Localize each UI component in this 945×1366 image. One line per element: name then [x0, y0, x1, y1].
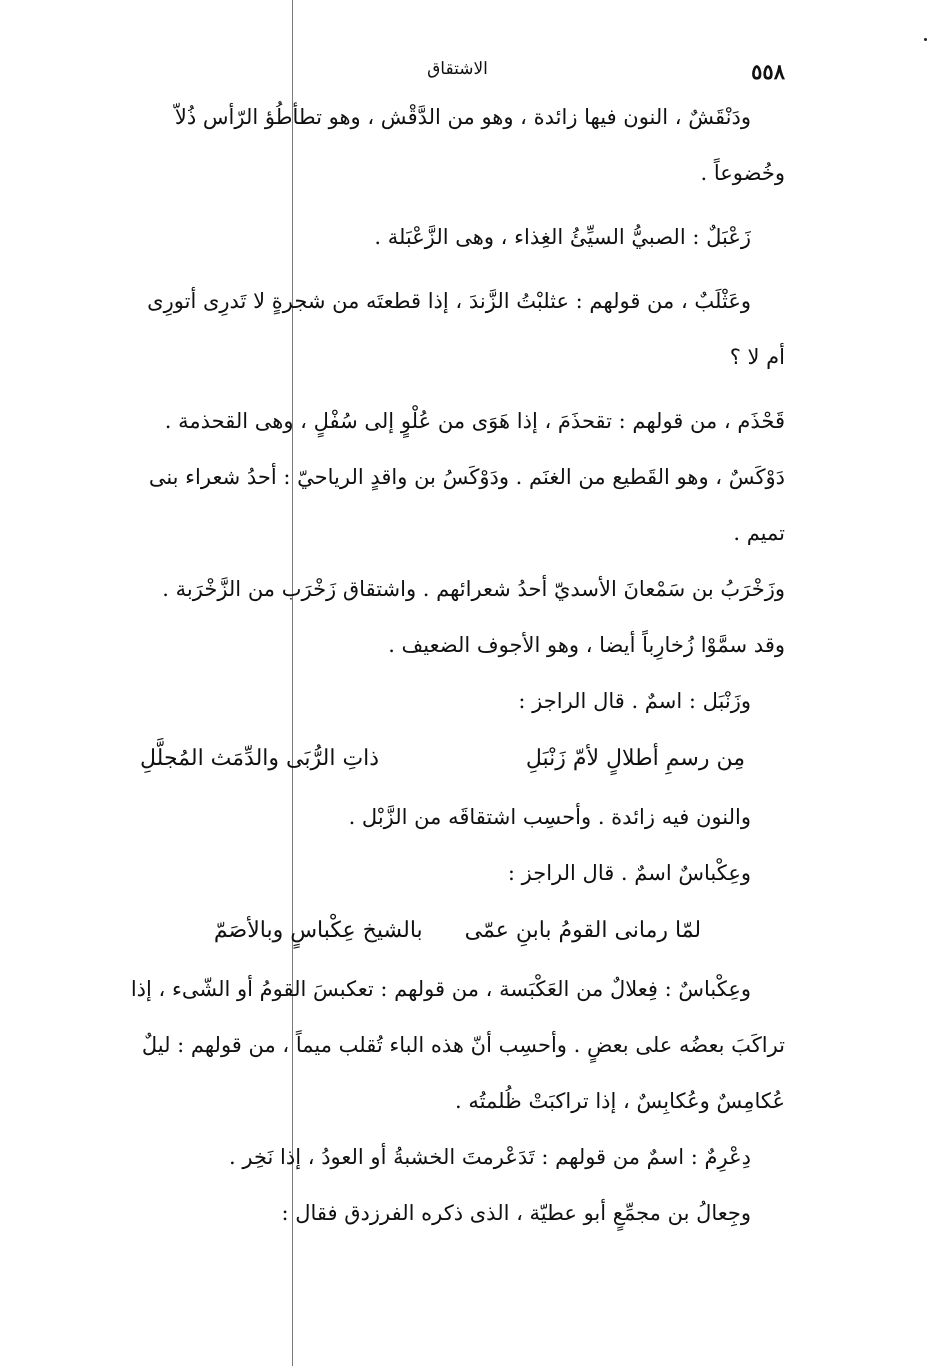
page-number: ٥٥٨ [751, 59, 785, 84]
paragraph-zanbal-note: والنون فيه زائدة . وأحسِب اشتقاقَه من الزَّبْل . [348, 805, 751, 829]
book-page [130, 55, 785, 1241]
paragraph-danqash: ودَنْقَشٌ ، النون فيها زائدة ، وهو من الدَّقْش ، وهو تطأطُؤ الرّأس ذُلاّ وخُضوعاً . [174, 105, 785, 185]
paragraph-ikbas: وعِكْباسٌ اسمٌ . قال الراجز : [507, 861, 751, 885]
paragraph-dawkas: دَوْكَسٌ ، وهو القَطيع من الغنَم . ودَوْكَسُ بن واقدٍ الرياحيّ : أحدُ شعراء بنى تميم . [148, 465, 785, 545]
paragraph-zakhrab: وزَخْرَبُ بن سَمْعانَ الأسديّ أحدُ شعرائهم . واشتقاق زَخْرَب من الزَّخْرَبة . وقد سمَّوْا زُخارِباً أيضا ، وهو الأجوف الضعيف . [162, 577, 785, 657]
paragraph-ikbas-explanation: وعِكْباسٌ : فِعلالٌ من العَكْبَسة ، من قولهم : تعكبسَ القومُ أو الشّىء ، إذا تراكَبَ بعضُه على بعضٍ . وأحسِب أنّ هذه الباء تُقلب ميماً ، من قولهم : ليلٌ عُكامِسٌ وعُكابِسٌ ، إذا تراكبَتْ ظُلمتُه . [130, 977, 785, 1113]
verse-zanbal [130, 729, 785, 789]
paragraph-zabal: زَعْبَلٌ : الصبيُّ السيِّئُ الغِذاء ، وهى الزَّعْبَلة . [374, 225, 751, 249]
verse-hemistich-first: مِن رسمِ أطلالٍ لأمّ زَنْبَلِ [525, 746, 745, 771]
verse-hemistich-first: لمّا رمانى القومُ بابنِ عمّى [464, 918, 702, 943]
verse-hemistich-second: بالشيخ عِكْباسٍ وبالأصَمّ [213, 918, 423, 943]
verse-ikbas [130, 901, 785, 961]
paragraph-zanbal: وزَنْبَل : اسمٌ . قال الراجز : [518, 689, 751, 713]
paragraph-jial: وجِعالُ بن مجمِّعٍ أبو عطيّة ، الذى ذكره الفرزدق فقال : [281, 1201, 751, 1225]
scan-speck [924, 38, 927, 41]
page-header [130, 55, 785, 89]
paragraph-diram: دِعْرِمٌ : اسمٌ من قولهم : تَدَعْرمتَ الخشبةُ أو العودُ ، إذا نَخِر . [229, 1145, 751, 1169]
paragraph-qahdham: قَحْذَم ، من قولهم : تقحذَمَ ، إذا هَوَى من عُلْوٍ إلى سُفْلٍ ، وهى القحذمة . [164, 409, 785, 433]
running-title: الاشتقاق [427, 59, 488, 79]
verse-hemistich-second: ذاتِ الرُّبَى والدِّمَث المُجلَّلِ [140, 746, 380, 771]
paragraph-athlab: وعَثْلَبٌ ، من قولهم : عثلبْتُ الزَّندَ ، إذا قطعتَه من شجرةٍ لا تَدرِى أتورِى أم لا ؟ [147, 289, 785, 369]
